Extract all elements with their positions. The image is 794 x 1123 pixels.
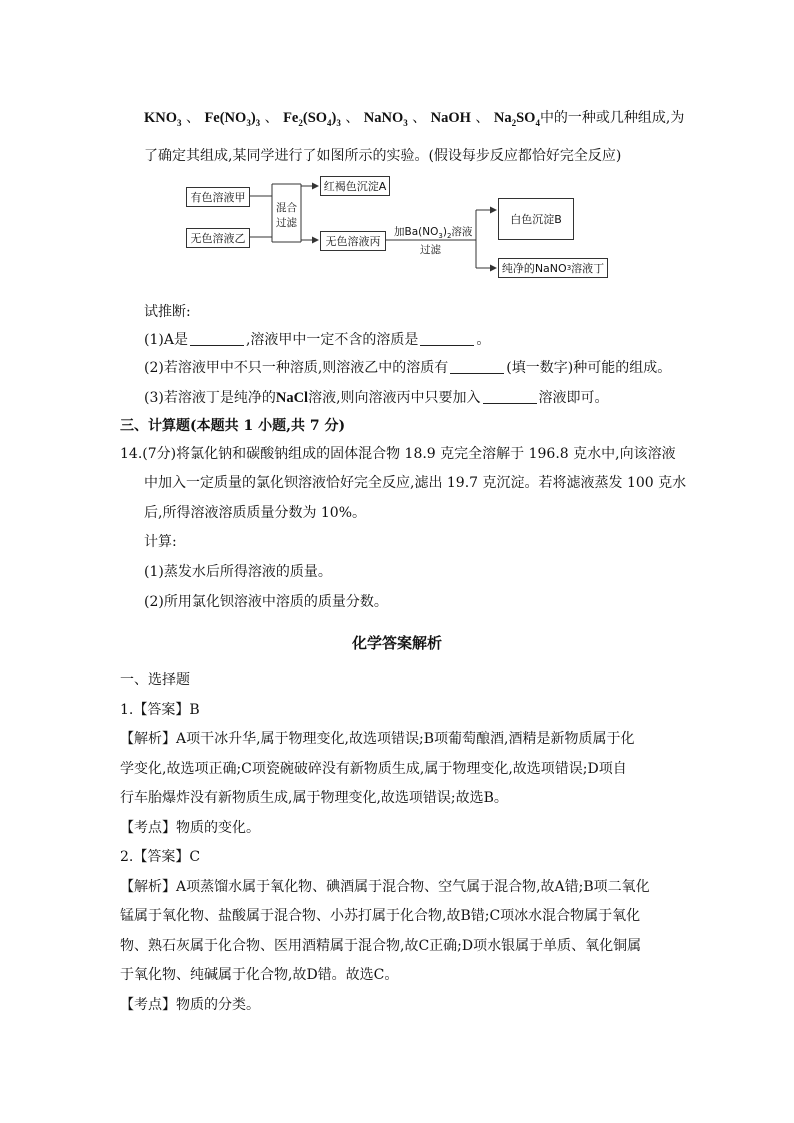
experiment-flow-diagram (184, 176, 614, 282)
answer-1-topic: 【考点】物质的变化。 (120, 820, 260, 836)
calc-section-heading: 三、计算题(本题共 1 小题,共 7 分) (120, 418, 346, 434)
formula-fe2-so4-3: $Fe_2(SO_4)_3$ (283, 110, 341, 128)
answer-1: 1.【答案】B (120, 702, 200, 718)
answer-2-explanation-1: 【解析】A项蒸馏水属于氧化物、碘酒属于混合物、空气属于混合物,故A错;B项二氧化 (120, 879, 650, 895)
calc-line-6: (2)所用氯化钡溶液中溶质的质量分数。 (144, 594, 388, 610)
box-colorless-solution-c: 无色溶液丙 (320, 231, 386, 251)
formula-fe-no3-3: $Fe(NO_3)_3$ (204, 110, 261, 128)
filter-label-1: 过滤 (276, 217, 297, 229)
calc-line-5: (1)蒸发水后所得溶液的质量。 (144, 564, 332, 580)
answer-blank (420, 331, 474, 346)
answer-2: 2.【答案】C (120, 849, 201, 865)
formula-kno3: $KNO_3$ (144, 110, 182, 128)
calc-line-2: 中加入一定质量的氯化钡溶液恰好完全反应,滤出 19.7 克沉淀。若将滤液蒸发 100 克水 (144, 475, 687, 491)
box-red-precipitate: 红褐色沉淀A (320, 176, 390, 196)
answer-2-explanation-3: 物、熟石灰属于化合物、医用酒精属于混合物,故C正确;D项水银属于单质、氧化铜属 (120, 938, 642, 954)
calc-line-1: 14.(7分)将氯化钠和碳酸钠组成的固体混合物 18.9 克完全溶解于 196.8 克水中,向该溶液 (120, 446, 676, 462)
add-reagent-label: 加$Ba(NO_3)_2$溶液 (394, 226, 473, 241)
question-2: (2)若溶液甲中不只一种溶质,则溶液乙中的溶质有 (填一数字)种可能的组成。 (144, 360, 672, 376)
calc-line-4: 计算: (144, 534, 177, 550)
infer-label: 试推断: (144, 304, 191, 320)
formula-naoh: NaOH (430, 110, 471, 126)
mix-label: 混合 (276, 202, 297, 214)
answer-blank (483, 389, 537, 404)
answers-title: 化学答案解析 (351, 634, 442, 652)
answer-1-explanation-1: 【解析】A项干冰升华,属于物理变化,故选项错误;B项葡萄酿酒,酒精是新物质属于化 (120, 731, 635, 747)
answer-2-topic: 【考点】物质的分类。 (120, 997, 260, 1013)
calc-line-3: 后,所得溶液溶质质量分数为 10%。 (144, 505, 367, 521)
answer-blank (190, 331, 244, 346)
question-1: (1)A是 ,溶液甲中一定不含的溶质是 。 (144, 332, 491, 348)
answers-section: 一、选择题 (120, 672, 190, 688)
answer-blank (450, 359, 504, 374)
answer-1-explanation-2: 学变化,故选项正确;C项瓷碗破碎没有新物质生成,属于物理变化,故选项错误;D项自 (120, 761, 627, 777)
box-pure-solution-d: 纯净的NaNO 3 溶液丁 (498, 258, 608, 278)
intro-line-1: $KNO_3$ 、 $Fe(NO_3)_3$ 、 $Fe_2(SO_4)_3$ 、 NaNO$_3$ 、 NaOH 、 $Na_2SO_4$中的一种或几种组成,为 (144, 110, 685, 128)
box-colorless-solution-b: 无色溶液乙 (186, 228, 250, 248)
answer-2-explanation-2: 锰属于氧化物、盐酸属于混合物、小苏打属于化合物,故B错;C项冰水混合物属于氧化 (120, 908, 641, 924)
filter-label-2: 过滤 (420, 244, 441, 256)
formula-nano3: NaNO$_3$ (363, 110, 408, 128)
question-3: (3)若溶液丁是纯净的NaCl溶液,则向溶液丙中只要加入 溶液即可。 (144, 390, 609, 406)
intro-line-2: 了确定其组成,某同学进行了如图所示的实验。(假设每步反应都恰好完全反应) (144, 148, 622, 164)
box-colored-solution-a: 有色溶液甲 (186, 187, 250, 207)
answer-2-explanation-4: 于氧化物、纯碱属于化合物,故D错。故选C。 (120, 967, 399, 983)
box-white-precipitate: 白色沉淀B (498, 198, 574, 240)
formula-na2so4: $Na_2SO_4$ (493, 110, 540, 128)
answer-1-explanation-3: 行车胎爆炸没有新物质生成,属于物理变化,故选项错误;故选B。 (120, 790, 508, 806)
